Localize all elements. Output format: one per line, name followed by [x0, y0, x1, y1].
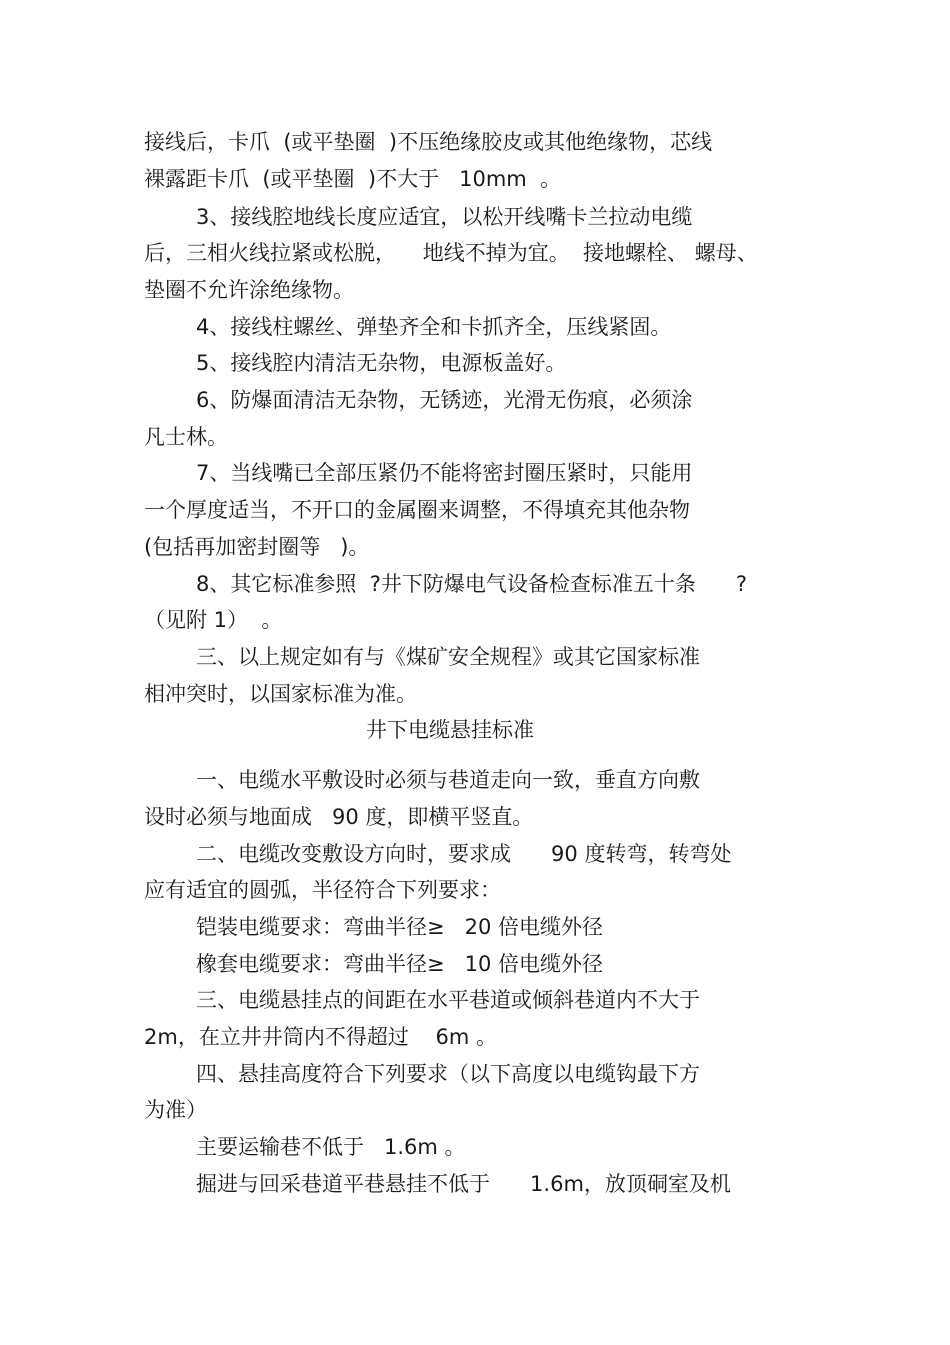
text-line: 二、电缆改变敷设方向时，要求成 90 度转弯，转弯处: [196, 842, 732, 866]
text-line: (包括再加密封圈等 )。: [144, 535, 370, 559]
text-line: 相冲突时，以国家标准为准。: [144, 682, 417, 706]
text-line: 橡套电缆要求：弯曲半径≥ 10 倍电缆外径: [196, 952, 604, 976]
text-line: 应有适宜的圆弧，半径符合下列要求：: [144, 878, 501, 902]
text-line: 四、悬挂高度符合下列要求（以下高度以电缆钩最下方: [196, 1062, 700, 1086]
text-line: 主要运输巷不低于 1.6m 。: [196, 1135, 466, 1159]
text-line: 三、电缆悬挂点的间距在水平巷道或倾斜巷道内不大于: [196, 988, 700, 1012]
section-heading: 井下电缆悬挂标准: [366, 718, 534, 742]
text-line: 8、其它标准参照 ?井下防爆电气设备检查标准五十条 ?: [196, 572, 748, 596]
text-line: 一、电缆水平敷设时必须与巷道走向一致，垂直方向敷: [196, 768, 700, 792]
text-line: 垫圈不允许涂绝缘物。: [144, 278, 354, 302]
text-line: 为准）: [144, 1098, 207, 1122]
text-line: 接线后，卡爪 (或平垫圈 )不压绝缘胶皮或其他绝缘物，芯线: [144, 130, 713, 154]
text-line: 2m，在立井井筒内不得超过 6m 。: [144, 1025, 498, 1049]
text-line: 6、防爆面清洁无杂物，无锈迹，光滑无伤痕，必须涂: [196, 388, 693, 412]
text-line: 一个厚度适当，不开口的金属圈来调整，不得填充其他杂物: [144, 498, 690, 522]
text-line: 三、以上规定如有与《煤矿安全规程》或其它国家标准: [196, 645, 700, 669]
text-line: 后，三相火线拉紧或松脱， 地线不掉为宜。 接地螺栓、 螺母、: [144, 241, 758, 265]
text-line: 铠装电缆要求：弯曲半径≥ 20 倍电缆外径: [196, 915, 604, 939]
text-line: 7、当线嘴已全部压紧仍不能将密封圈压紧时，只能用: [196, 461, 693, 485]
text-line: 5、接线腔内清洁无杂物，电源板盖好。: [196, 351, 567, 375]
text-line: 裸露距卡爪 (或平垫圈 )不大于 10mm 。: [144, 167, 562, 191]
text-line: 掘进与回采巷道平巷悬挂不低于 1.6m，放顶硐室及机: [196, 1172, 731, 1196]
text-line: 3、接线腔地线长度应适宜，以松开线嘴卡兰拉动电缆: [196, 205, 693, 229]
text-line: 凡士林。: [144, 425, 228, 449]
text-line: （见附 1） 。: [144, 608, 283, 632]
text-line: 设时必须与地面成 90 度，即横平竖直。: [144, 805, 534, 829]
text-line: 4、接线柱螺丝、弹垫齐全和卡抓齐全，压线紧固。: [196, 315, 672, 339]
